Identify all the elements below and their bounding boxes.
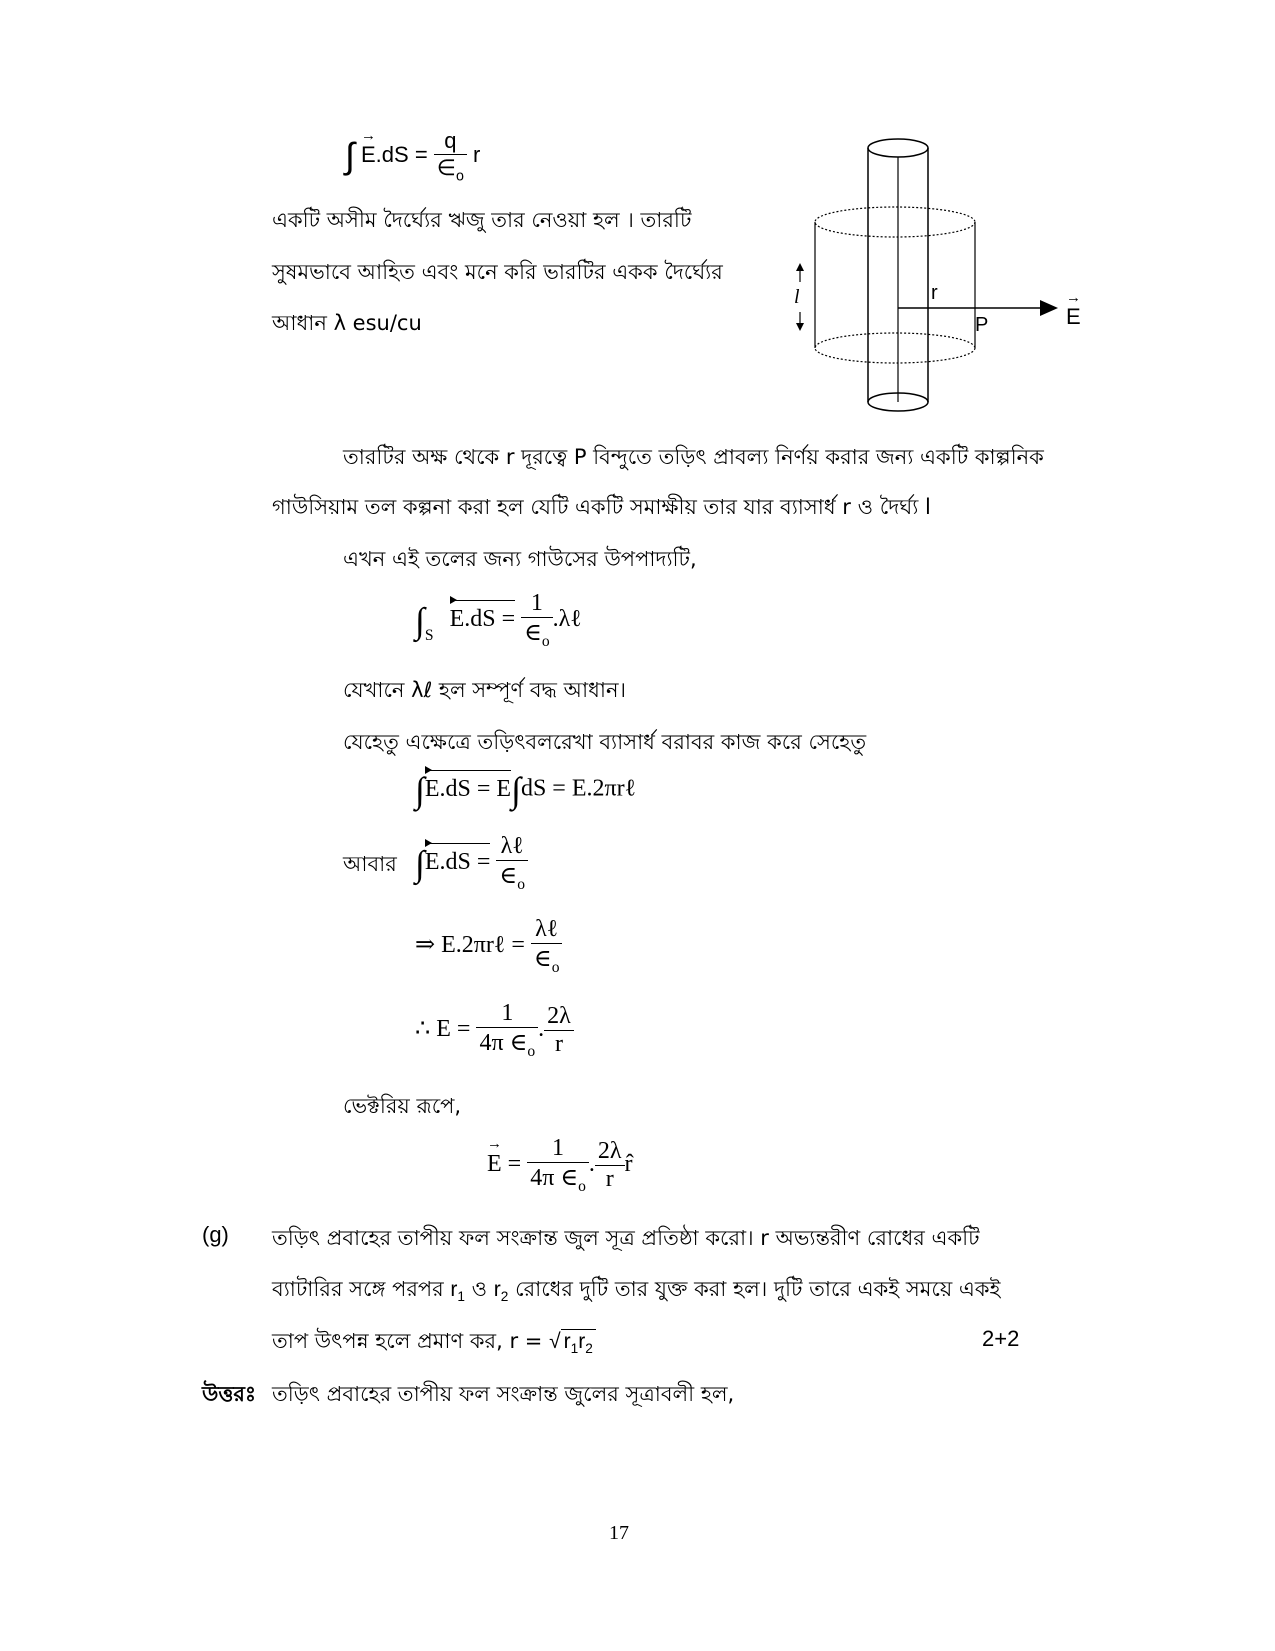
answer-label: উত্তরঃ (202, 1382, 257, 1406)
figure-radius-label: r (931, 282, 938, 304)
question-line-3: তাপ উৎপন্ন হলে প্রমাণ কর, r = √ $r_1r_2$ (272, 1325, 596, 1360)
question-line-2: ব্যাটারির সঙ্গে পরপর $r_1$ ও $r_2$ রোধের দুটি তার যুক্ত করা হল। দুটি তারে একই সময়ে একই (272, 1277, 1001, 1305)
text-vector: ভেক্টরিয় রূপে, (343, 1094, 462, 1118)
para-line-3: এখন এই তলের জন্য গাউসের উপপাদ্যটি, (343, 547, 697, 571)
equation-6: → E = $\frac{1}{4\pi \in_o}$ . $\frac{2\lambda}{r}$ r̂ (487, 1135, 633, 1196)
question-line-1: তড়িৎ প্রবাহের তাপীয় ফল সংক্রান্ত জুল সূত্র প্রতিষ্ঠা করো। r অভ্যন্তরীণ রোধের একটি (272, 1226, 980, 1250)
question-label: (g) (202, 1222, 229, 1247)
gaussian-cylinder-figure (780, 130, 1100, 420)
text-since: যেহেতু এক্ষেত্রে তড়িৎবলরেখা ব্যাসার্ধ বরাবর কাজ করে সেহেতু (343, 730, 867, 754)
equation-5: ∴ E = $\frac{1}{4\pi \in_o}$ . $\frac{2\lambda}{r}$ (415, 1000, 574, 1061)
equation-1: $\int_S$ E.dS = $\frac{1}{\in_o}$ .λℓ (415, 590, 582, 650)
question-marks: 2+2 (982, 1326, 1020, 1351)
text-again: আবার (343, 852, 397, 876)
equation-top-lhs: → E.dS (361, 142, 409, 168)
equation-top-fraction: $\frac{q}{\in_o}$ (434, 128, 467, 184)
equation-4: ⇒ E.2πrℓ = $\frac{\text{λℓ}}{\in_o}$ (415, 916, 562, 977)
intro-line-3: আধান λ esu/cu (272, 311, 422, 335)
page-number: 17 (609, 1522, 629, 1544)
intro-line-1: একটি অসীম দৈর্ঘ্যের ঋজু তার নেওয়া হল । তারটি (272, 208, 692, 232)
answer-text: তড়িৎ প্রবাহের তাপীয় ফল সংক্রান্ত জুলের সূত্রাবলী হল, (272, 1382, 735, 1406)
equation-top: ∫ → E.dS = $\frac{q}{\in_o}$ r (345, 128, 480, 184)
equation-2: ∫E.dS = E∫dS = E.2πrℓ (415, 770, 637, 810)
equation-3: ∫E.dS = $\frac{\text{λℓ}}{\in_o}$ (415, 833, 528, 894)
text-where: যেখানে λℓ হল সম্পূর্ণ বদ্ধ আধান। (343, 678, 627, 702)
figure-length-label: l (794, 286, 800, 308)
figure-field-label: → E (1066, 304, 1081, 330)
para-line-2: গাউসিয়াম তল কল্পনা করা হল যেটি একটি সমাক্ষীয় তার যার ব্যাসার্ধ r ও দৈর্ঘ্য l (272, 495, 931, 519)
integral-symbol: ∫ (345, 135, 355, 177)
sqrt-expression: $r_1r_2$ (561, 1329, 596, 1356)
para-line-1: তারটির অক্ষ থেকে r দূরত্বে P বিন্দুতে তড়িৎ প্রাবল্য নির্ণয় করার জন্য একটি কাল্পনিক (343, 445, 1044, 469)
intro-line-2: সুষমভাবে আহিত এবং মনে করি ভারটির একক দৈর্ঘ্যের (272, 260, 723, 284)
figure-point-label: P (975, 314, 989, 336)
